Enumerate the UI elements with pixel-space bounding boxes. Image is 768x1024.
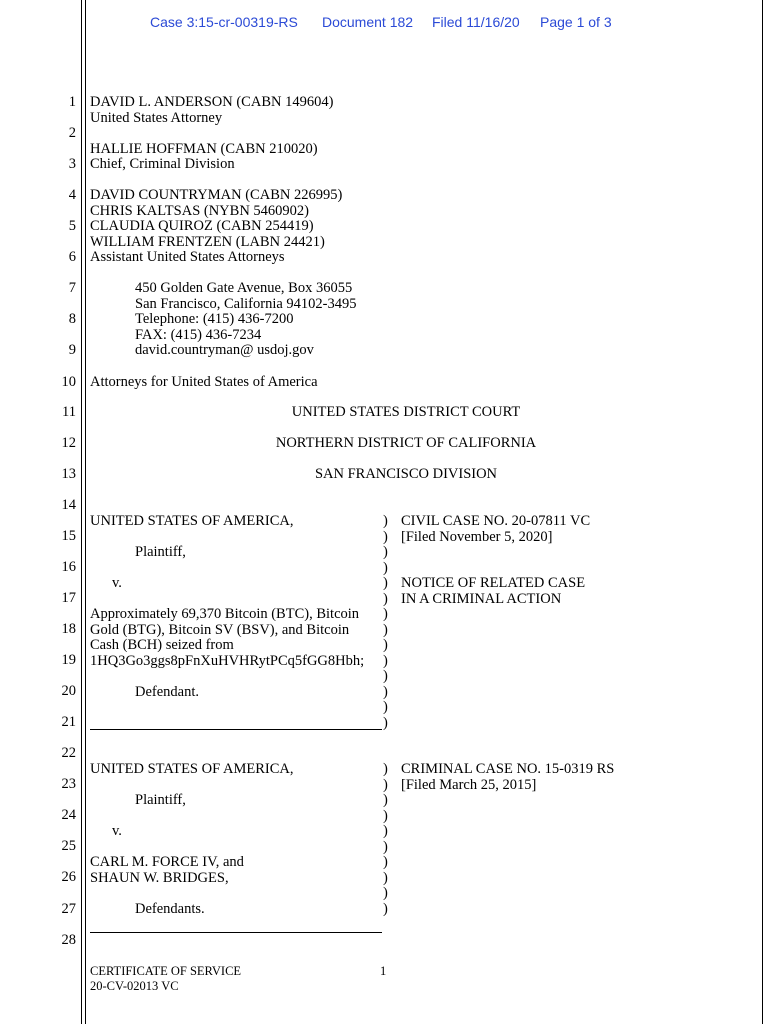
attorneys-for: Attorneys for United States of America [90,374,318,390]
notice-title-line-2: IN A CRIMINAL ACTION [401,591,562,607]
line-number: 26 [61,869,76,885]
criminal-defendant-label: Defendants. [135,901,205,917]
court-district: NORTHERN DISTRICT OF CALIFORNIA [275,435,537,451]
criminal-defendant-line-2: SHAUN W. BRIDGES, [90,870,229,886]
header-filed-date: Filed 11/16/20 [432,14,520,30]
criminal-case-number: CRIMINAL CASE NO. 15-0319 RS [401,761,615,777]
attorney-countryman: DAVID COUNTRYMAN (CABN 226995) [90,187,343,203]
assistants-title: Assistant United States Attorneys [90,249,285,265]
civil-paren: ) [383,637,388,653]
criminal-plaintiff-label: Plaintiff, [135,792,186,808]
line-number: 1 [68,94,76,110]
attorney-kaltsas: CHRIS KALTSAS (NYBN 5460902) [90,203,310,219]
line-number: 2 [68,125,76,141]
civil-plaintiff-label: Plaintiff, [135,544,186,560]
right-margin-rule [762,0,763,1024]
line-number: 20 [61,683,76,699]
civil-defendant-line-4: 1HQ3Go3ggs8pFnXuHVHRytPCq5fGG8Hbh; [90,653,365,669]
line-number: 28 [61,932,76,948]
office-email: david.countryman@ usdoj.gov [135,342,314,358]
line-number: 5 [68,218,76,234]
criminal-paren: ) [383,823,388,839]
civil-paren: ) [383,513,388,529]
footer-case-ref: 20-CV-02013 VC [90,979,179,993]
left-margin-rule [81,0,82,1024]
court-name: UNITED STATES DISTRICT COURT [291,404,521,420]
criminal-paren: ) [383,900,388,917]
line-number: 25 [61,838,76,854]
civil-caption-rule [90,729,382,730]
line-number: 22 [61,745,76,761]
civil-defendant-label: Defendant. [135,684,200,700]
line-number: 7 [68,280,76,296]
line-number: 6 [68,249,76,265]
line-number: 18 [61,621,76,637]
line-number: 24 [61,807,76,823]
line-number: 27 [61,901,76,917]
line-number: 14 [61,497,76,513]
civil-paren: ) [383,559,388,576]
civil-paren: ) [383,575,388,591]
office-telephone: Telephone: (415) 436-7200 [135,311,294,327]
criminal-versus: v. [112,823,122,839]
civil-paren: ) [383,668,388,684]
line-number: 4 [68,187,76,203]
criminal-defendant-line-1: CARL M. FORCE IV, and [90,854,244,870]
criminal-plaintiff-name: UNITED STATES OF AMERICA, [90,761,294,777]
left-margin-rule-inner [85,0,86,1024]
civil-paren: ) [383,544,388,560]
civil-paren: ) [383,590,388,607]
notice-title-line-1: NOTICE OF RELATED CASE [401,575,586,591]
line-number: 10 [61,374,76,390]
line-number: 17 [61,590,76,606]
criminal-paren: ) [383,807,388,824]
header-case-number: Case 3:15-cr-00319-RS [150,14,298,30]
line-number: 13 [61,466,76,482]
header-document-number: Document 182 [322,14,414,30]
civil-paren: ) [383,621,388,638]
civil-paren: ) [383,652,388,669]
civil-defendant-line-2: Gold (BTG), Bitcoin SV (BSV), and Bitcoin [90,622,350,638]
line-number: 8 [68,311,76,327]
civil-paren: ) [383,683,388,700]
court-division: SAN FRANCISCO DIVISION [314,466,498,482]
criminal-paren: ) [383,838,388,855]
attorney-quiroz: CLAUDIA QUIROZ (CABN 254419) [90,218,314,234]
civil-caption-parens [383,514,391,731]
header-page-count: Page 1 of 3 [540,14,612,30]
criminal-paren: ) [383,854,388,870]
criminal-caption-rule [90,932,382,933]
criminal-paren: ) [383,885,388,901]
civil-paren: ) [383,714,388,731]
civil-defendant-line-1: Approximately 69,370 Bitcoin (BTC), Bitcoin [90,606,360,622]
criminal-caption-parens [383,762,391,917]
line-number: 19 [61,652,76,668]
civil-paren: ) [383,528,388,545]
attorney-anderson-name: DAVID L. ANDERSON (CABN 149604) [90,94,334,110]
criminal-paren: ) [383,869,388,886]
civil-paren: ) [383,606,388,622]
line-number: 15 [61,528,76,544]
footer-title: CERTIFICATE OF SERVICE [90,964,242,978]
line-number: 3 [68,156,76,172]
civil-paren: ) [383,699,388,715]
civil-filed-date: [Filed November 5, 2020] [401,529,553,545]
office-city: San Francisco, California 94102-3495 [135,296,357,312]
line-number: 9 [68,342,76,358]
civil-defendant-line-3: Cash (BCH) seized from [90,637,234,653]
attorney-hoffman-name: HALLIE HOFFMAN (CABN 210020) [90,141,318,157]
line-number: 16 [61,559,76,575]
criminal-paren: ) [383,761,388,777]
line-number: 12 [61,435,76,451]
line-number: 11 [62,404,76,420]
office-address: 450 Golden Gate Avenue, Box 36055 [135,280,353,296]
attorney-frentzen: WILLIAM FRENTZEN (LABN 24421) [90,234,325,250]
civil-plaintiff-name: UNITED STATES OF AMERICA, [90,513,294,529]
criminal-paren: ) [383,792,388,808]
attorney-anderson-title: United States Attorney [90,110,223,126]
line-number: 21 [61,714,76,730]
line-number: 23 [61,776,76,792]
attorney-hoffman-title: Chief, Criminal Division [90,156,235,172]
footer-page-number: 1 [380,964,387,978]
office-fax: FAX: (415) 436-7234 [135,327,262,343]
criminal-filed-date: [Filed March 25, 2015] [401,777,537,793]
criminal-paren: ) [383,776,388,793]
civil-case-number: CIVIL CASE NO. 20-07811 VC [401,513,591,529]
civil-versus: v. [112,575,122,591]
